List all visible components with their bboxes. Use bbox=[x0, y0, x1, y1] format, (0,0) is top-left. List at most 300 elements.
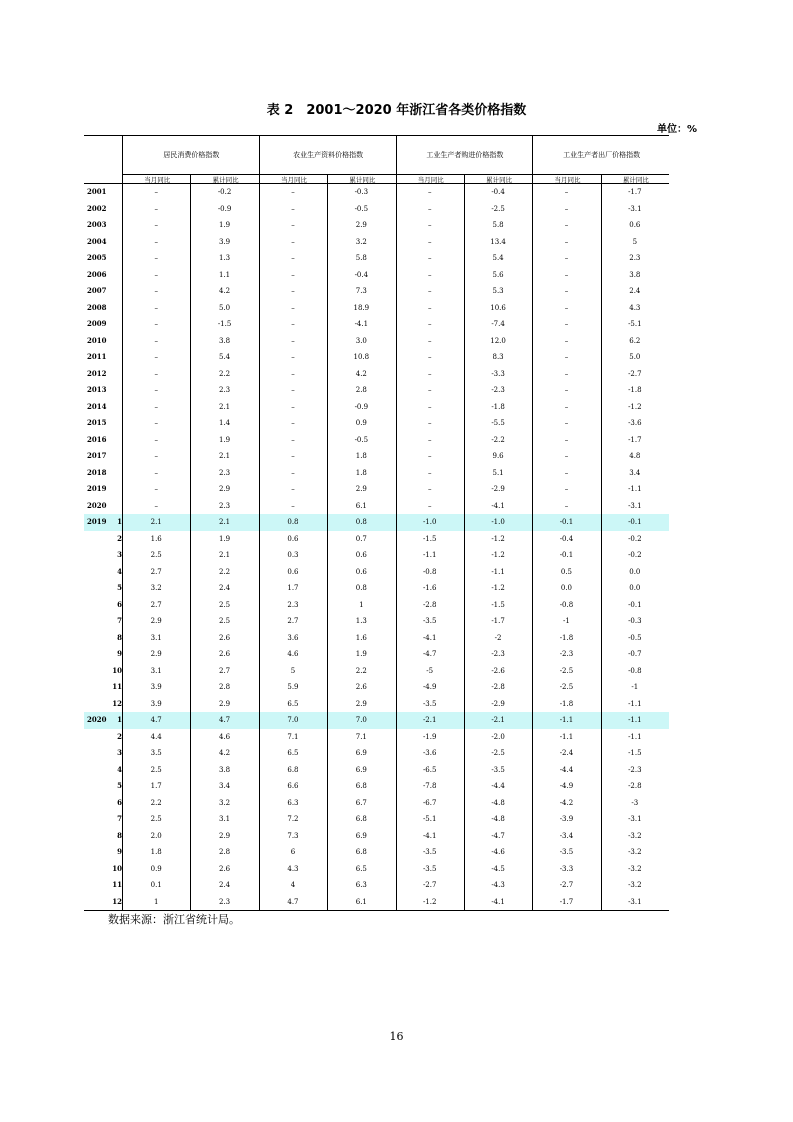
table-cell: 5.6 bbox=[492, 270, 504, 279]
table-cell: – bbox=[564, 452, 569, 460]
table-row bbox=[84, 399, 669, 416]
table-cell: 6.5 bbox=[287, 749, 299, 757]
table-cell: – bbox=[154, 419, 158, 427]
row-year-label: 2003 bbox=[87, 220, 107, 229]
table-cell: -1.6 bbox=[422, 584, 437, 592]
table-cell: -3.5 bbox=[422, 617, 437, 625]
column-divider bbox=[259, 136, 260, 910]
table-row bbox=[84, 432, 669, 449]
table-cell: 6.2 bbox=[629, 336, 641, 345]
table-cell: 2.4 bbox=[218, 881, 231, 889]
table-cell: -0.3 bbox=[354, 188, 369, 196]
table-cell: – bbox=[564, 270, 569, 279]
table-cell: -0.1 bbox=[559, 518, 574, 526]
table-cell: 4.7 bbox=[287, 897, 299, 906]
table-cell: – bbox=[291, 303, 295, 312]
row-month-label: 9 bbox=[117, 847, 122, 856]
table-cell: – bbox=[154, 452, 158, 460]
row-month-label: 7 bbox=[117, 814, 122, 823]
table-row bbox=[84, 349, 669, 366]
table-cell: 3.0 bbox=[355, 336, 367, 345]
table-cell: -2.3 bbox=[559, 650, 574, 658]
row-month-label: 6 bbox=[117, 797, 122, 807]
table-cell: -3.6 bbox=[422, 749, 437, 757]
table-cell: – bbox=[427, 452, 432, 460]
column-subheader: 当月同比 bbox=[122, 175, 191, 184]
row-year-label: 2008 bbox=[87, 302, 107, 312]
table-cell: – bbox=[564, 402, 569, 411]
table-cell: 7.0 bbox=[287, 716, 299, 724]
table-cell: 2.3 bbox=[287, 600, 299, 609]
table-cell: -0.7 bbox=[628, 650, 642, 658]
table-cell: – bbox=[291, 353, 295, 361]
table-cell: – bbox=[291, 501, 295, 510]
table-cell: 2.5 bbox=[218, 600, 231, 609]
table-cell: -1.0 bbox=[491, 518, 505, 526]
table-cell: 4 bbox=[290, 881, 296, 889]
table-row bbox=[84, 300, 669, 317]
table-cell: – bbox=[564, 336, 569, 345]
table-cell: -2.9 bbox=[491, 699, 505, 708]
table-cell: 2.2 bbox=[218, 567, 231, 576]
row-month-label: 5 bbox=[117, 781, 122, 790]
table-cell: 8.3 bbox=[492, 353, 504, 361]
table-cell: -3.3 bbox=[559, 864, 574, 873]
table-cell: – bbox=[291, 485, 295, 493]
table-cell: – bbox=[427, 468, 432, 477]
table-cell: 6.3 bbox=[355, 881, 367, 889]
table-cell: -1.1 bbox=[628, 699, 642, 708]
table-cell: – bbox=[154, 468, 158, 477]
table-cell: – bbox=[154, 402, 158, 411]
table-cell: -2.6 bbox=[491, 666, 505, 675]
table-cell: – bbox=[154, 501, 158, 510]
table-row bbox=[84, 613, 669, 630]
table-cell: 1.9 bbox=[355, 650, 367, 658]
table-row bbox=[84, 696, 669, 713]
table-cell: -4.4 bbox=[559, 765, 574, 774]
table-cell: 12.0 bbox=[490, 336, 506, 345]
table-cell: 0.9 bbox=[150, 864, 162, 873]
table-cell: -2.3 bbox=[491, 650, 505, 658]
table-cell: -3.1 bbox=[628, 897, 642, 906]
row-year-label: 2007 bbox=[87, 286, 107, 295]
table-cell: – bbox=[291, 270, 295, 279]
table-cell: 3.9 bbox=[150, 683, 162, 691]
table-row bbox=[84, 366, 669, 383]
table-cell: -4.1 bbox=[422, 633, 437, 642]
row-year-label: 2001 bbox=[87, 187, 107, 196]
table-cell: -1 bbox=[563, 617, 570, 625]
table-cell: -3.2 bbox=[628, 881, 642, 889]
table-cell: 3.9 bbox=[150, 699, 162, 708]
table-cell: – bbox=[427, 485, 432, 493]
table-row bbox=[84, 828, 669, 845]
table-cell: 6.8 bbox=[355, 815, 367, 823]
table-cell: -2.3 bbox=[628, 765, 642, 774]
table-cell: 6.9 bbox=[355, 831, 367, 840]
table-cell: – bbox=[154, 237, 158, 246]
row-year-label: 2006 bbox=[87, 269, 107, 279]
table-cell: 6.8 bbox=[355, 782, 367, 790]
row-month-label: 12 bbox=[112, 896, 122, 906]
table-cell: – bbox=[427, 386, 432, 394]
table-cell: -3.4 bbox=[559, 831, 574, 840]
table-cell: – bbox=[291, 402, 295, 411]
table-cell: -4.5 bbox=[491, 864, 505, 873]
table-cell: – bbox=[291, 419, 295, 427]
column-group-header: 工业生产者购进价格指数 bbox=[396, 136, 534, 174]
table-cell: -1.0 bbox=[422, 518, 437, 526]
table-cell: – bbox=[427, 419, 432, 427]
table-cell: – bbox=[564, 435, 569, 444]
table-cell: -0.4 bbox=[354, 270, 369, 279]
table-cell: -2.1 bbox=[491, 716, 505, 724]
table-cell: 1.8 bbox=[355, 468, 367, 477]
row-month-label: 4 bbox=[117, 566, 122, 576]
table-cell: -4.8 bbox=[491, 815, 505, 823]
column-subheader: 当月同比 bbox=[396, 175, 465, 184]
table-cell: -3.3 bbox=[491, 369, 505, 378]
table-cell: – bbox=[427, 287, 432, 295]
table-cell: – bbox=[427, 204, 432, 213]
table-cell: 0.6 bbox=[287, 567, 299, 576]
table-cell: – bbox=[427, 303, 432, 312]
table-cell: – bbox=[427, 221, 432, 229]
table-cell: – bbox=[427, 320, 432, 328]
table-cell: -1.9 bbox=[422, 732, 437, 741]
column-group-header: 工业生产者出厂价格指数 bbox=[532, 136, 670, 174]
table-cell: -1.5 bbox=[217, 320, 232, 328]
table-cell: – bbox=[154, 270, 158, 279]
table-cell: -0.1 bbox=[628, 600, 642, 609]
table-cell: -0.9 bbox=[217, 204, 232, 213]
table-cell: 2.1 bbox=[218, 518, 231, 526]
table-row bbox=[84, 217, 669, 234]
table-cell: -0.9 bbox=[354, 402, 369, 411]
table-cell: 4.3 bbox=[629, 303, 641, 312]
table-cell: – bbox=[154, 188, 158, 196]
table-cell: 5.1 bbox=[492, 468, 504, 477]
table-row bbox=[84, 547, 669, 564]
table-cell: – bbox=[154, 204, 158, 213]
table-cell: -2.7 bbox=[628, 369, 642, 378]
row-month-label: 10 bbox=[112, 665, 122, 675]
table-row bbox=[84, 712, 669, 729]
table-cell: 2.9 bbox=[355, 221, 367, 229]
table-cell: -1.1 bbox=[628, 716, 642, 724]
table-cell: 2.0 bbox=[150, 831, 162, 840]
table-row bbox=[84, 531, 669, 548]
row-month-label: 2 bbox=[117, 533, 122, 543]
table-cell: 2.6 bbox=[218, 650, 231, 658]
table-cell: 1.8 bbox=[150, 848, 162, 856]
table-row bbox=[84, 201, 669, 218]
row-month-label: 7 bbox=[117, 616, 122, 625]
table-row bbox=[84, 762, 669, 779]
table-cell: -1.1 bbox=[422, 551, 437, 559]
table-cell: -0.3 bbox=[628, 617, 642, 625]
table-cell: 5.4 bbox=[218, 353, 231, 361]
table-cell: 3.8 bbox=[629, 270, 641, 279]
table-row bbox=[84, 729, 669, 746]
table-cell: -0.8 bbox=[559, 600, 574, 609]
table-cell: 2.7 bbox=[150, 567, 162, 576]
row-month-label: 11 bbox=[112, 682, 122, 691]
table-cell: -0.8 bbox=[628, 666, 642, 675]
table-cell: 10.6 bbox=[490, 303, 506, 312]
table-cell: – bbox=[154, 336, 158, 345]
row-year-label: 2020 bbox=[87, 500, 107, 510]
table-row bbox=[84, 745, 669, 762]
table-row bbox=[84, 877, 669, 894]
table-cell: -3.1 bbox=[628, 204, 642, 213]
table-cell: 4.2 bbox=[218, 287, 231, 295]
table-cell: -0.2 bbox=[628, 534, 642, 543]
table-row bbox=[84, 597, 669, 614]
table-cell: 2.2 bbox=[355, 666, 367, 675]
table-cell: 3.1 bbox=[218, 815, 231, 823]
row-month-label: 1 bbox=[117, 517, 122, 526]
table-cell: 1.9 bbox=[218, 221, 231, 229]
table-cell: -1.8 bbox=[559, 633, 574, 642]
column-divider bbox=[122, 136, 123, 910]
table-cell: 2.6 bbox=[355, 683, 367, 691]
table-cell: 1.8 bbox=[355, 452, 367, 460]
table-row bbox=[84, 894, 669, 911]
table-cell: -1.1 bbox=[628, 732, 642, 741]
table-cell: -3.2 bbox=[628, 864, 642, 873]
table-cell: 7.3 bbox=[287, 831, 299, 840]
table-cell: 2.7 bbox=[218, 666, 231, 675]
table-cell: 0.6 bbox=[355, 567, 367, 576]
data-source-note: 数据来源：浙江省统计局。 bbox=[108, 913, 240, 926]
table-cell: 4.6 bbox=[218, 732, 231, 741]
row-month-label: 10 bbox=[112, 863, 122, 873]
table-cell: 0.7 bbox=[355, 534, 367, 543]
table-cell: -2.5 bbox=[491, 749, 505, 757]
table-cell: 2.3 bbox=[218, 468, 231, 477]
table-cell: -0.5 bbox=[354, 435, 369, 444]
table-cell: 3.5 bbox=[150, 749, 162, 757]
table-cell: 6.3 bbox=[287, 798, 299, 807]
table-cell: – bbox=[427, 353, 432, 361]
table-cell: – bbox=[291, 452, 295, 460]
table-cell: 1.3 bbox=[355, 617, 367, 625]
table-cell: 1 bbox=[359, 600, 364, 609]
table-row bbox=[84, 448, 669, 465]
table-cell: – bbox=[154, 386, 158, 394]
table-row bbox=[84, 564, 669, 581]
table-cell: 1.6 bbox=[150, 534, 162, 543]
column-subheader: 当月同比 bbox=[259, 175, 328, 184]
table-cell: – bbox=[427, 270, 432, 279]
table-row bbox=[84, 267, 669, 284]
table-cell: 2.1 bbox=[218, 402, 231, 411]
table-cell: 0.0 bbox=[560, 584, 572, 592]
table-cell: -2.5 bbox=[559, 666, 574, 675]
row-year-label: 2004 bbox=[87, 236, 107, 246]
table-row bbox=[84, 861, 669, 878]
table-cell: 2.3 bbox=[218, 897, 231, 906]
table-cell: 2.5 bbox=[218, 617, 231, 625]
table-cell: 0.5 bbox=[560, 567, 572, 576]
table-cell: 2.9 bbox=[150, 617, 162, 625]
table-cell: 5 bbox=[632, 237, 638, 246]
table-cell: -1.7 bbox=[628, 435, 642, 444]
table-cell: 0.8 bbox=[287, 518, 299, 526]
table-row bbox=[84, 250, 669, 267]
table-cell: – bbox=[564, 369, 569, 378]
table-row bbox=[84, 382, 669, 399]
table-cell: 3.9 bbox=[218, 237, 231, 246]
table-cell: – bbox=[291, 204, 295, 213]
table-cell: -3.5 bbox=[422, 864, 437, 873]
table-cell: – bbox=[291, 435, 295, 444]
table-cell: -2 bbox=[494, 633, 502, 642]
row-month-label: 1 bbox=[117, 715, 122, 724]
table-row bbox=[84, 184, 669, 201]
table-cell: 7.1 bbox=[287, 732, 299, 741]
column-subheader: 累计同比 bbox=[601, 175, 670, 184]
table-cell: 6.1 bbox=[355, 501, 367, 510]
column-subheader: 当月同比 bbox=[532, 175, 601, 184]
table-cell: 7.3 bbox=[355, 287, 367, 295]
row-month-label: 12 bbox=[112, 698, 122, 708]
table-cell: -2.4 bbox=[559, 749, 574, 757]
table-row bbox=[84, 415, 669, 432]
table-row bbox=[84, 795, 669, 812]
table-cell: – bbox=[154, 221, 158, 229]
table-cell: – bbox=[154, 303, 158, 312]
table-cell: 2.5 bbox=[150, 815, 162, 823]
table-row bbox=[84, 234, 669, 251]
table-cell: 5.8 bbox=[355, 254, 367, 262]
table-cell: 5 bbox=[290, 666, 296, 675]
row-year-label: 2002 bbox=[87, 203, 107, 213]
table-cell: 7.0 bbox=[355, 716, 367, 724]
table-row bbox=[84, 481, 669, 498]
table-cell: 4.2 bbox=[355, 369, 367, 378]
column-divider bbox=[327, 174, 328, 910]
table-cell: -3.2 bbox=[628, 848, 642, 856]
table-cell: 0.8 bbox=[355, 518, 367, 526]
table-cell: – bbox=[564, 501, 569, 510]
table-cell: 6.9 bbox=[355, 749, 367, 757]
row-year-label: 2014 bbox=[87, 401, 107, 411]
table-row bbox=[84, 333, 669, 350]
table-cell: 6.5 bbox=[287, 699, 299, 708]
table-cell: -2.0 bbox=[491, 732, 505, 741]
table-cell: 2.8 bbox=[355, 386, 367, 394]
table-cell: 0.0 bbox=[629, 584, 641, 592]
table-cell: – bbox=[564, 188, 569, 196]
table-cell: 0.3 bbox=[287, 551, 299, 559]
table-cell: 7.2 bbox=[287, 815, 299, 823]
row-month-label: 2 bbox=[117, 731, 122, 741]
row-month-label: 3 bbox=[117, 748, 122, 757]
table-cell: 2.5 bbox=[150, 551, 162, 559]
table-cell: – bbox=[291, 287, 295, 295]
price-index-table bbox=[84, 135, 669, 911]
table-cell: – bbox=[291, 369, 295, 378]
row-month-label: 11 bbox=[112, 880, 122, 889]
table-cell: 6.8 bbox=[287, 765, 299, 774]
row-year-label: 2016 bbox=[87, 434, 107, 444]
table-cell: 2.3 bbox=[218, 501, 231, 510]
row-year-label: 2010 bbox=[87, 335, 107, 345]
table-cell: -2.3 bbox=[491, 386, 505, 394]
table-cell: -0.2 bbox=[628, 551, 642, 559]
row-month-label: 8 bbox=[117, 632, 122, 642]
row-month-label: 8 bbox=[117, 830, 122, 840]
table-cell: 4.7 bbox=[218, 716, 231, 724]
table-cell: -3.1 bbox=[628, 501, 642, 510]
table-cell: – bbox=[564, 204, 569, 213]
row-year-label: 2018 bbox=[87, 467, 107, 477]
table-cell: 3.1 bbox=[150, 633, 162, 642]
table-cell: 3.4 bbox=[218, 782, 231, 790]
table-cell: -2.2 bbox=[491, 435, 505, 444]
table-cell: 6.6 bbox=[287, 782, 299, 790]
table-cell: -4.1 bbox=[354, 320, 369, 328]
table-cell: 13.4 bbox=[490, 237, 506, 246]
table-cell: 1.9 bbox=[218, 435, 231, 444]
table-cell: -3.5 bbox=[491, 765, 505, 774]
table-cell: 3.2 bbox=[355, 237, 367, 246]
table-cell: -4.1 bbox=[491, 501, 505, 510]
table-cell: – bbox=[291, 237, 295, 246]
table-cell: 2.4 bbox=[629, 287, 641, 295]
table-cell: -1.1 bbox=[559, 716, 574, 724]
table-cell: 4.7 bbox=[150, 716, 162, 724]
table-cell: 0.6 bbox=[629, 221, 641, 229]
table-cell: -2.1 bbox=[422, 716, 437, 724]
unit-label: 单位：% bbox=[656, 124, 697, 135]
table-cell: – bbox=[427, 254, 432, 262]
table-cell: 18.9 bbox=[353, 303, 370, 312]
table-cell: -4.3 bbox=[491, 881, 505, 889]
table-cell: -1.7 bbox=[628, 188, 642, 196]
table-cell: 0.1 bbox=[150, 881, 162, 889]
table-cell: 2.3 bbox=[629, 254, 641, 262]
table-cell: -2.8 bbox=[628, 782, 642, 790]
table-cell: – bbox=[564, 386, 569, 394]
table-cell: – bbox=[427, 237, 432, 246]
table-row bbox=[84, 778, 669, 795]
table-cell: -0.2 bbox=[217, 188, 232, 196]
table-cell: – bbox=[564, 221, 569, 229]
table-cell: – bbox=[291, 336, 295, 345]
table-cell: -6.7 bbox=[422, 798, 437, 807]
table-cell: 1.4 bbox=[218, 419, 231, 427]
table-row bbox=[84, 580, 669, 597]
table-cell: -4.6 bbox=[491, 848, 505, 856]
table-cell: -2.7 bbox=[559, 881, 574, 889]
table-row bbox=[84, 283, 669, 300]
table-cell: 2.9 bbox=[218, 485, 231, 493]
table-cell: – bbox=[427, 435, 432, 444]
table-cell: 4.3 bbox=[287, 864, 299, 873]
table-cell: -7.8 bbox=[422, 782, 437, 790]
table-cell: -4.9 bbox=[559, 782, 574, 790]
table-cell: -1.7 bbox=[491, 617, 505, 625]
column-subheader: 累计同比 bbox=[327, 175, 396, 184]
table-cell: -0.5 bbox=[354, 204, 369, 213]
table-cell: 2.9 bbox=[355, 699, 367, 708]
table-cell: 3.8 bbox=[218, 336, 231, 345]
table-cell: – bbox=[154, 287, 158, 295]
